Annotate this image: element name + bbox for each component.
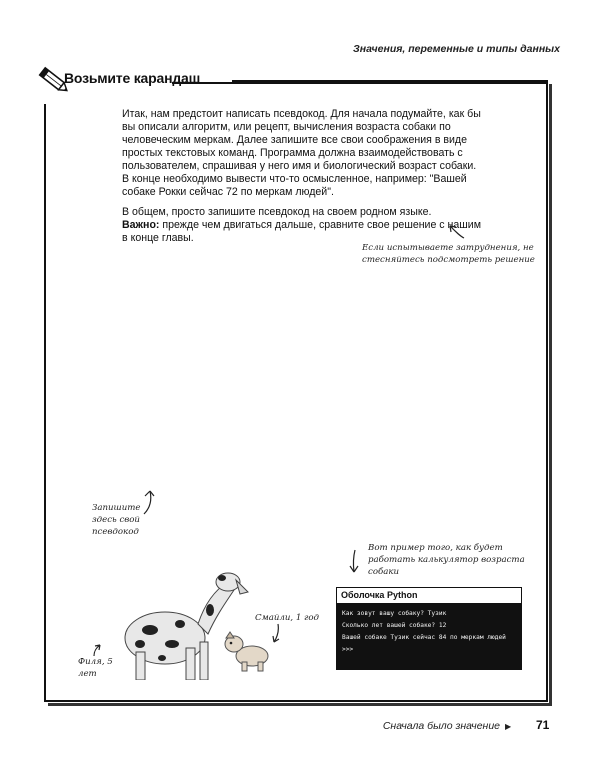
exercise-instructions: [122, 108, 482, 252]
pencil-icon: [34, 62, 68, 98]
intro-paragraph: Итак, нам предстоит написать псевдокод. Для начала подумайте, как бы вы описали алгоритм, или рецепт, вычисления возраста собаки по человеческим меркам. Далее запишите все свои соображения в виде простых текстовых команд. Программа должна взаимодействовать с пользователем, спрашивая у него имя и биологический возраст собаки. В конце необходимо вывести что-то осмысленное, например: "Вашей собаке Рокки сейчас 72 по меркам людей".: [122, 108, 481, 198]
important-label: Важно:: [122, 219, 160, 231]
shell-prompt: >>>: [342, 646, 354, 653]
page-number: 71: [536, 718, 550, 732]
shell-line: Как зовут вашу собаку? Тузик: [342, 610, 447, 617]
chapter-title: Значения, переменные и типы данных: [353, 43, 560, 55]
arrow-icon: [346, 548, 362, 576]
important-text: прежде чем двигаться дальше, сравните свое решение с нашим в конце главы.: [122, 219, 481, 244]
arrow-icon: [446, 222, 468, 242]
footer-arrow-icon: ▶: [505, 722, 512, 731]
example-note: Вот пример того, как будет работать калькулятор возраста собаки: [368, 543, 525, 577]
exercise-title: Возьмите карандаш: [64, 70, 201, 86]
title-rule: [172, 82, 548, 84]
help-note: Если испытываете затруднения, не стесняйтесь подсмотреть решение: [362, 243, 535, 265]
instruction-paragraph: [122, 206, 482, 245]
dane-caption: Филя, 5 лет: [78, 657, 113, 679]
shell-line: Сколько лет вашей собаке? 12: [342, 622, 447, 629]
instruction-line: В общем, просто запишите псевдокод на своем родном языке.: [122, 206, 432, 218]
shell-line: Вашей собаке Тузик сейчас 84 по меркам людей: [342, 634, 506, 641]
shell-output: [337, 604, 521, 670]
footer-section-title: Сначала было значение: [382, 720, 500, 732]
write-here-note: Запишите здесь свой псевдокод: [92, 503, 141, 537]
shell-title: Оболочка Python: [337, 588, 521, 604]
arrow-icon: [268, 622, 284, 646]
puppy-caption: Смайли, 1 год: [255, 613, 319, 623]
python-shell-window: [336, 587, 522, 670]
